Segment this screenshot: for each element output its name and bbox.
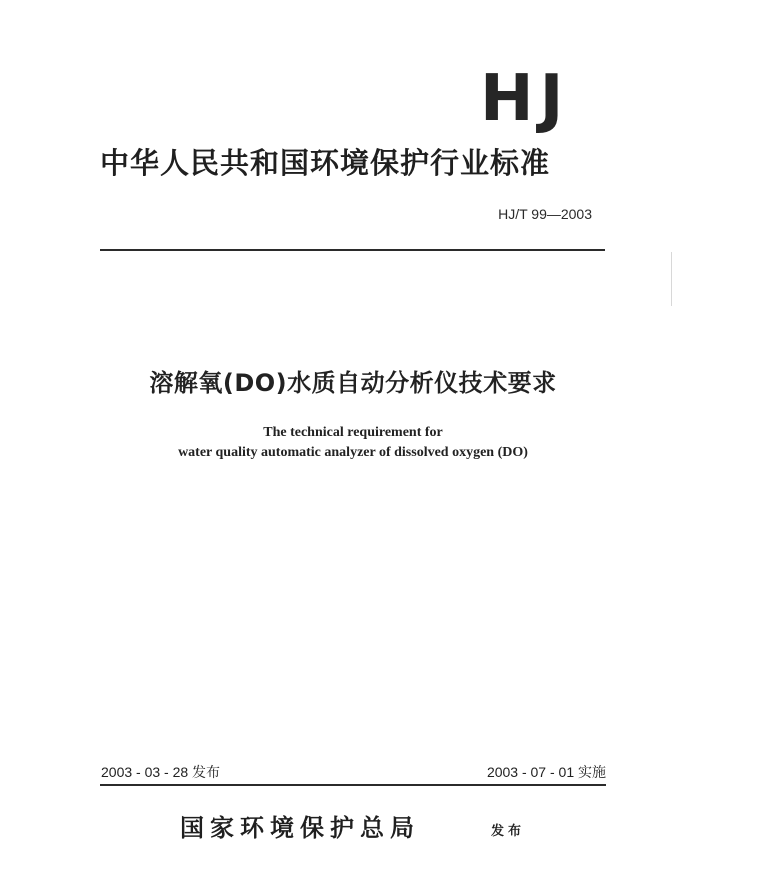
english-title-line-2: water quality automatic analyzer of dissolved oxygen (DO) bbox=[178, 445, 528, 460]
standard-number: HJ/T 99—2003 bbox=[498, 206, 592, 222]
chinese-title: 溶解氧(DO)水质自动分析仪技术要求 bbox=[149, 369, 557, 397]
publish-label: 发布 bbox=[491, 824, 526, 839]
issue-date: 2003 - 03 - 28 发布 bbox=[101, 764, 221, 780]
hj-logo: HJ bbox=[480, 62, 570, 136]
english-title-line-1: The technical requirement for bbox=[263, 425, 443, 440]
bottom-divider bbox=[100, 784, 606, 786]
implementation-date: 2003 - 07 - 01 实施 bbox=[486, 764, 606, 780]
scan-edge-mark bbox=[671, 252, 672, 306]
issuing-authority: 国家环境保护总局 bbox=[180, 813, 420, 842]
top-divider bbox=[100, 249, 605, 251]
industry-standard-title: 中华人民共和国环境保护行业标准 bbox=[100, 146, 551, 180]
